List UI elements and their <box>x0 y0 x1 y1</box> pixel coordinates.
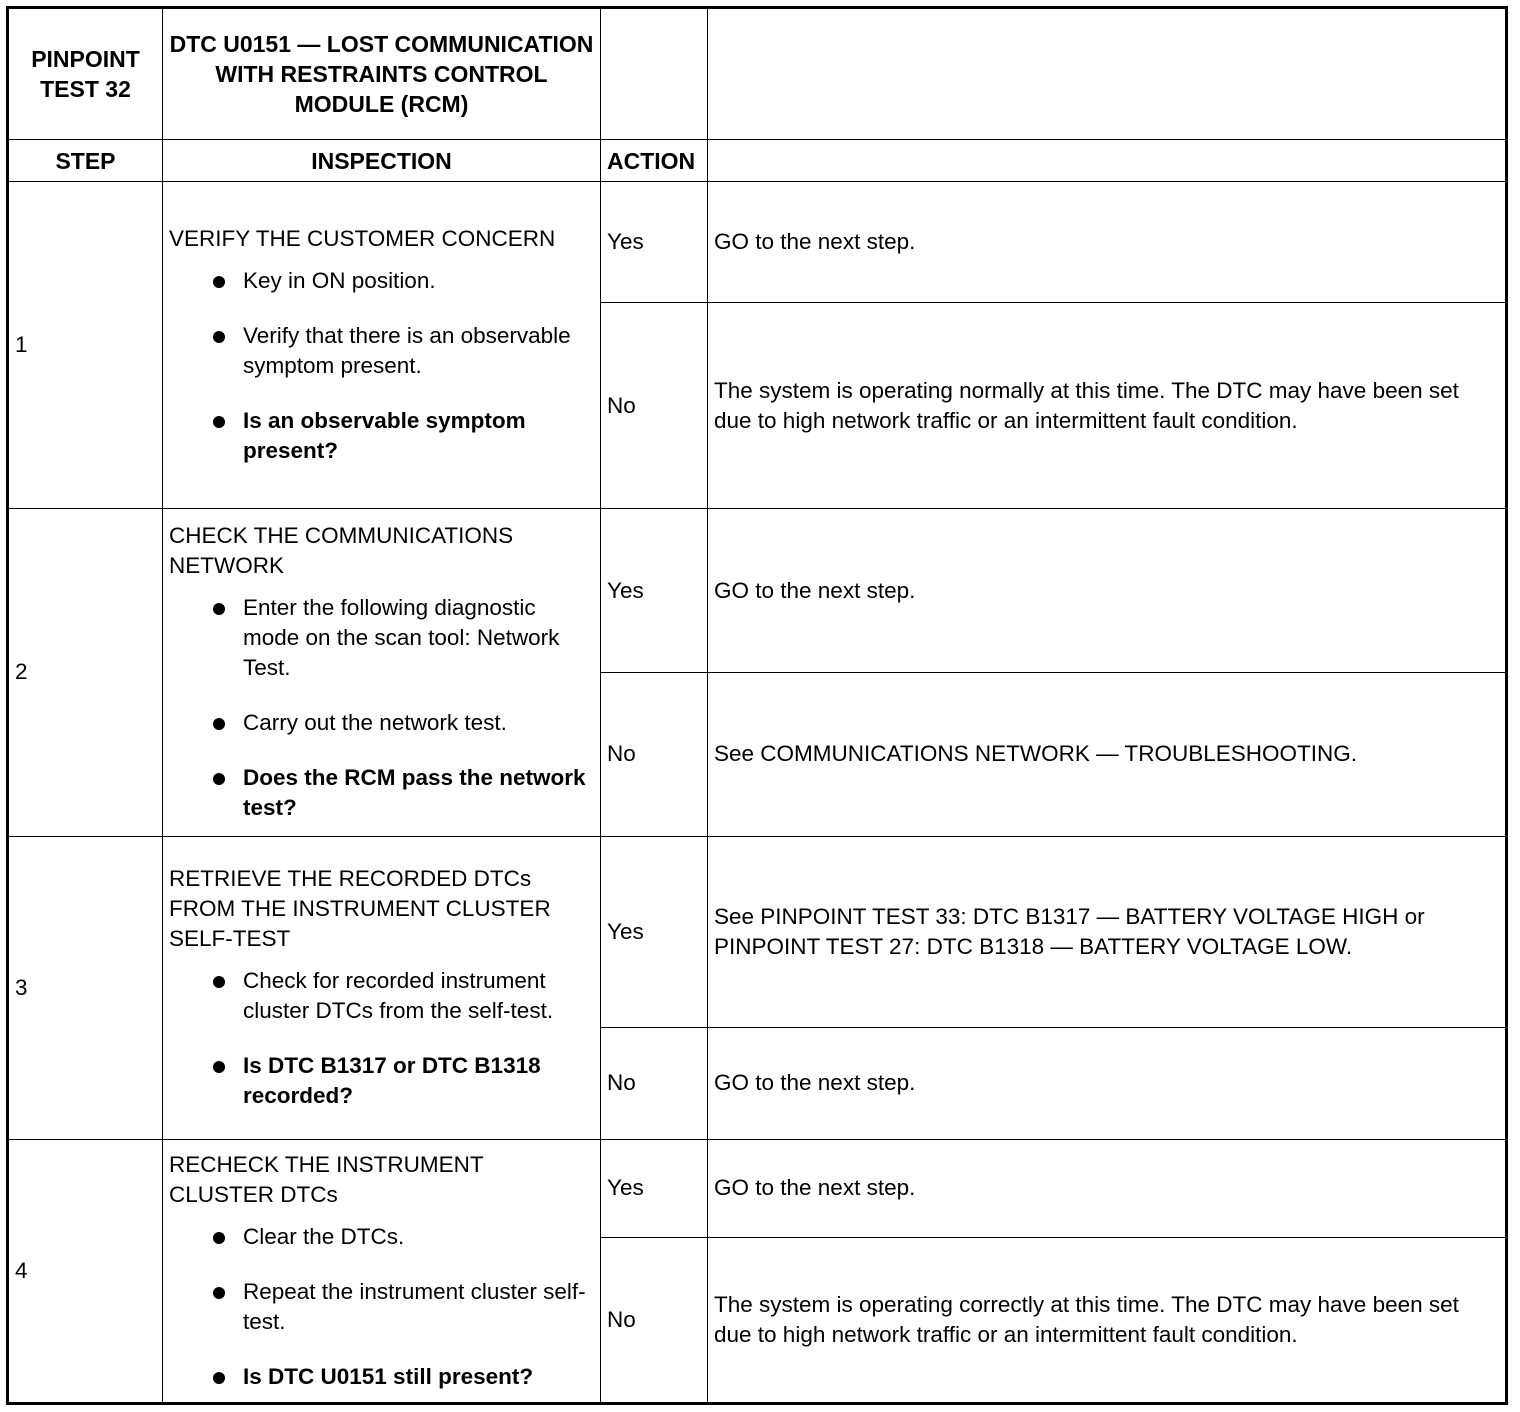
yes-answer: Yes <box>601 836 708 1027</box>
bullet-icon <box>213 276 225 288</box>
yes-action: GO to the next step. <box>708 509 1507 673</box>
inspection-bullets <box>169 266 594 466</box>
inspection-question: Is DTC U0151 still present? <box>205 1362 594 1392</box>
bullet-icon <box>213 976 225 988</box>
title-row <box>8 8 1507 140</box>
inspection-title: CHECK THE COMMUNICATIONS NETWORK <box>169 523 514 579</box>
yes-answer: Yes <box>601 182 708 303</box>
test-title: DTC U0151 — LOST COMMUNICATION WITH RESTRAINTS CONTROL MODULE (RCM) <box>163 8 601 140</box>
column-header-row <box>8 140 1507 182</box>
yes-action: GO to the next step. <box>708 1139 1507 1237</box>
yes-action: See PINPOINT TEST 33: DTC B1317 — BATTERY VOLTAGE HIGH or PINPOINT TEST 27: DTC B1318 — BATTERY VOLTAGE LOW. <box>708 836 1507 1027</box>
inspection-bullet: Repeat the instrument cluster self-test. <box>205 1277 594 1337</box>
inspection-bullet: Verify that there is an observable symptom present. <box>205 321 594 381</box>
inspection-bullet: Carry out the network test. <box>205 708 594 738</box>
step-number: 4 <box>8 1139 163 1403</box>
inspection-question: Does the RCM pass the network test? <box>205 763 594 823</box>
inspection-bullet: Key in ON position. <box>205 266 594 296</box>
bullet-icon <box>213 1287 225 1299</box>
bullet-icon <box>213 773 225 785</box>
yes-action: GO to the next step. <box>708 182 1507 303</box>
no-action: GO to the next step. <box>708 1027 1507 1139</box>
inspection-title: VERIFY THE CUSTOMER CONCERN <box>169 226 556 252</box>
yes-answer: Yes <box>601 1139 708 1237</box>
bullet-icon <box>213 603 225 615</box>
bullet-icon <box>213 331 225 343</box>
no-answer: No <box>601 1027 708 1139</box>
step-3-yes-row <box>8 836 1507 1027</box>
inspection-column-header: INSPECTION <box>163 140 601 182</box>
inspection-question: Is DTC B1317 or DTC B1318 recorded? <box>205 1051 594 1111</box>
step-2-yes-row <box>8 509 1507 673</box>
header-blank-cell <box>708 140 1507 182</box>
inspection-question: Is an observable symptom present? <box>205 406 594 466</box>
step-number: 1 <box>8 182 163 509</box>
inspection-bullets <box>169 593 594 823</box>
no-action: The system is operating correctly at this time. The DTC may have been set due to high network traffic or an intermittent fault condition. <box>708 1237 1507 1403</box>
title-blank-cell <box>708 8 1507 140</box>
bullet-icon <box>213 416 225 428</box>
step-4-yes-row <box>8 1139 1507 1237</box>
inspection-cell <box>163 182 601 509</box>
action-column-header: ACTION <box>601 140 708 182</box>
inspection-bullet: Clear the DTCs. <box>205 1222 594 1252</box>
test-label: PINPOINT TEST 32 <box>8 8 163 140</box>
no-action: See COMMUNICATIONS NETWORK — TROUBLESHOOTING. <box>708 673 1507 836</box>
bullet-icon <box>213 1232 225 1244</box>
step-column-header: STEP <box>8 140 163 182</box>
pinpoint-test-table <box>6 6 1508 1405</box>
no-answer: No <box>601 673 708 836</box>
step-1-yes-row <box>8 182 1507 303</box>
inspection-cell <box>163 509 601 836</box>
bullet-icon <box>213 718 225 730</box>
no-action: The system is operating normally at this time. The DTC may have been set due to high network traffic or an intermittent fault condition. <box>708 303 1507 509</box>
yes-answer: Yes <box>601 509 708 673</box>
inspection-bullets <box>169 1222 594 1392</box>
inspection-bullets <box>169 966 594 1111</box>
bullet-icon <box>213 1061 225 1073</box>
inspection-title: RECHECK THE INSTRUMENT CLUSTER DTCs <box>169 1151 484 1207</box>
inspection-bullet: Check for recorded instrument cluster DTCs from the self-test. <box>205 966 594 1026</box>
no-answer: No <box>601 1237 708 1403</box>
inspection-cell <box>163 836 601 1139</box>
step-number: 2 <box>8 509 163 836</box>
step-number: 3 <box>8 836 163 1139</box>
inspection-cell <box>163 1139 601 1403</box>
bullet-icon <box>213 1372 225 1384</box>
inspection-title: RETRIEVE THE RECORDED DTCs FROM THE INSTRUMENT CLUSTER SELF-TEST <box>169 866 551 952</box>
title-blank-cell <box>601 8 708 140</box>
no-answer: No <box>601 303 708 509</box>
inspection-bullet: Enter the following diagnostic mode on the scan tool: Network Test. <box>205 593 594 683</box>
